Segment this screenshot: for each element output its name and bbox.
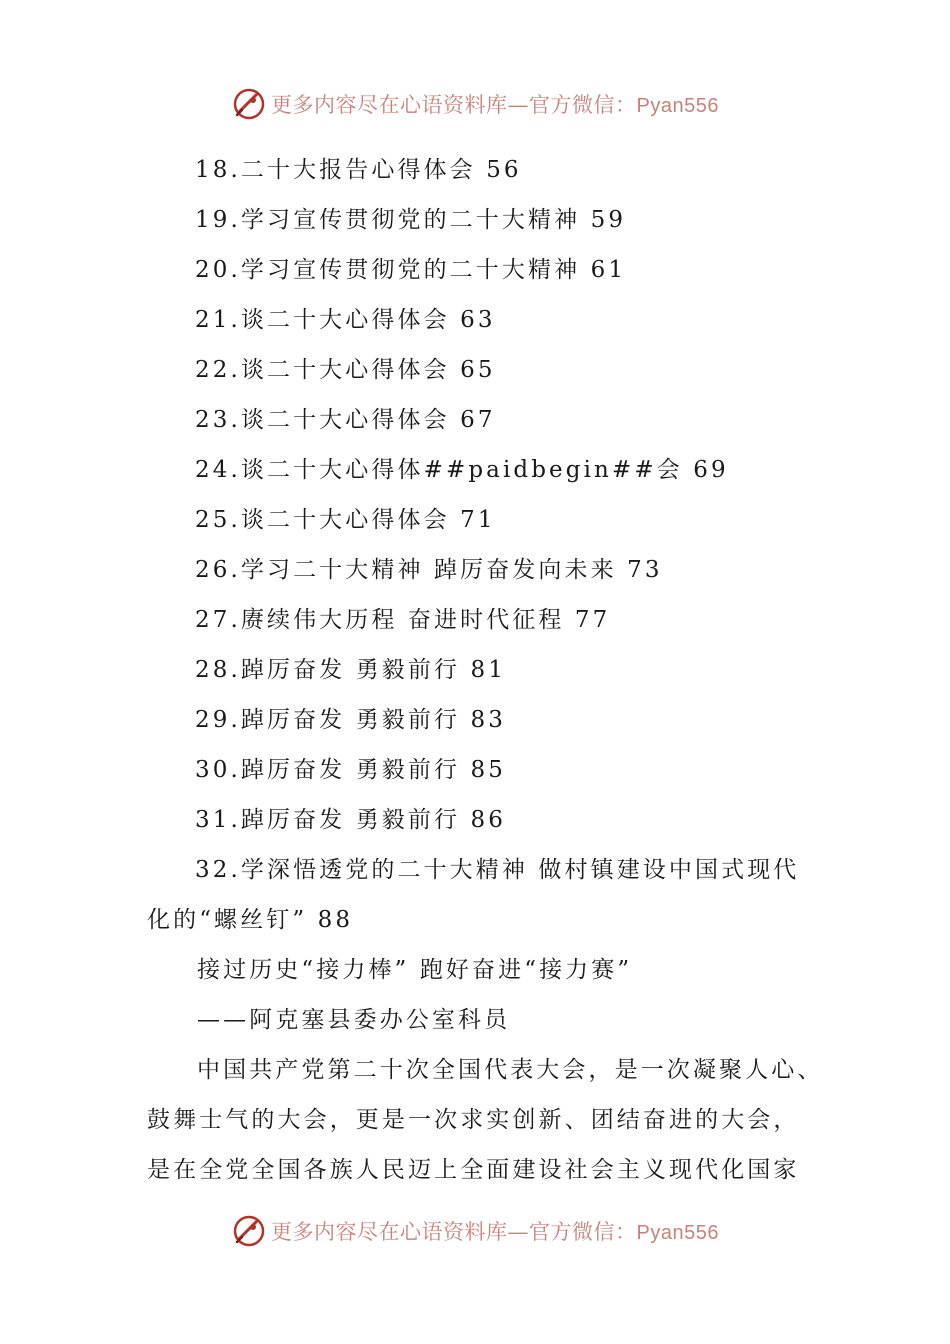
toc-item: 27.赓续伟大历程 奋进时代征程 77 (195, 607, 611, 633)
pen-logo-icon (231, 86, 267, 122)
toc-item-continuation: 化的“螺丝钉” 88 (147, 907, 354, 933)
wechat-id: Pyan556 (636, 95, 719, 117)
toc-item: 32.学深悟透党的二十大精神 做村镇建设中国式现代 (195, 857, 800, 883)
toc-item: 23.谈二十大心得体会 67 (195, 407, 496, 433)
paragraph-line: 中国共产党第二十次全国代表大会，是一次凝聚人心、 (197, 1057, 824, 1083)
toc-item: 24.谈二十大心得体##paidbegin##会 69 (195, 457, 729, 483)
toc-item: 26.学习二十大精神 踔厉奋发向未来 73 (195, 557, 663, 583)
paragraph-line: 鼓舞士气的大会，更是一次求实创新、团结奋进的大会， (147, 1107, 800, 1133)
toc-item: 30.踔厉奋发 勇毅前行 85 (195, 757, 506, 783)
toc-item: 22.谈二十大心得体会 65 (195, 357, 496, 383)
toc-item: 25.谈二十大心得体会 71 (195, 507, 496, 533)
toc-item: 29.踔厉奋发 勇毅前行 83 (195, 707, 506, 733)
paragraph-line: 是在全党全国各族人民迈上全面建设社会主义现代化国家 (147, 1157, 800, 1183)
toc-item: 19.学习宣传贯彻党的二十大精神 59 (195, 207, 627, 233)
article-author: ——阿克塞县委办公室科员 (197, 1007, 511, 1033)
toc-item: 31.踔厉奋发 勇毅前行 86 (195, 807, 506, 833)
pen-logo-icon (231, 1213, 267, 1249)
watermark-header (0, 84, 950, 124)
toc-item: 21.谈二十大心得体会 63 (195, 307, 496, 333)
toc-item: 28.踔厉奋发 勇毅前行 81 (195, 657, 506, 683)
wechat-id: Pyan556 (636, 1222, 719, 1244)
toc-item: 18.二十大报告心得体会 56 (195, 157, 522, 183)
watermark-text: 更多内容尽在心语资料库—官方微信：Pyan556 (271, 1220, 719, 1244)
article-title: 接过历史“接力棒” 跑好奋进“接力赛” (197, 957, 633, 983)
watermark-footer (0, 1211, 950, 1251)
watermark-text: 更多内容尽在心语资料库—官方微信：Pyan556 (271, 93, 719, 117)
toc-item: 20.学习宣传贯彻党的二十大精神 61 (195, 257, 627, 283)
